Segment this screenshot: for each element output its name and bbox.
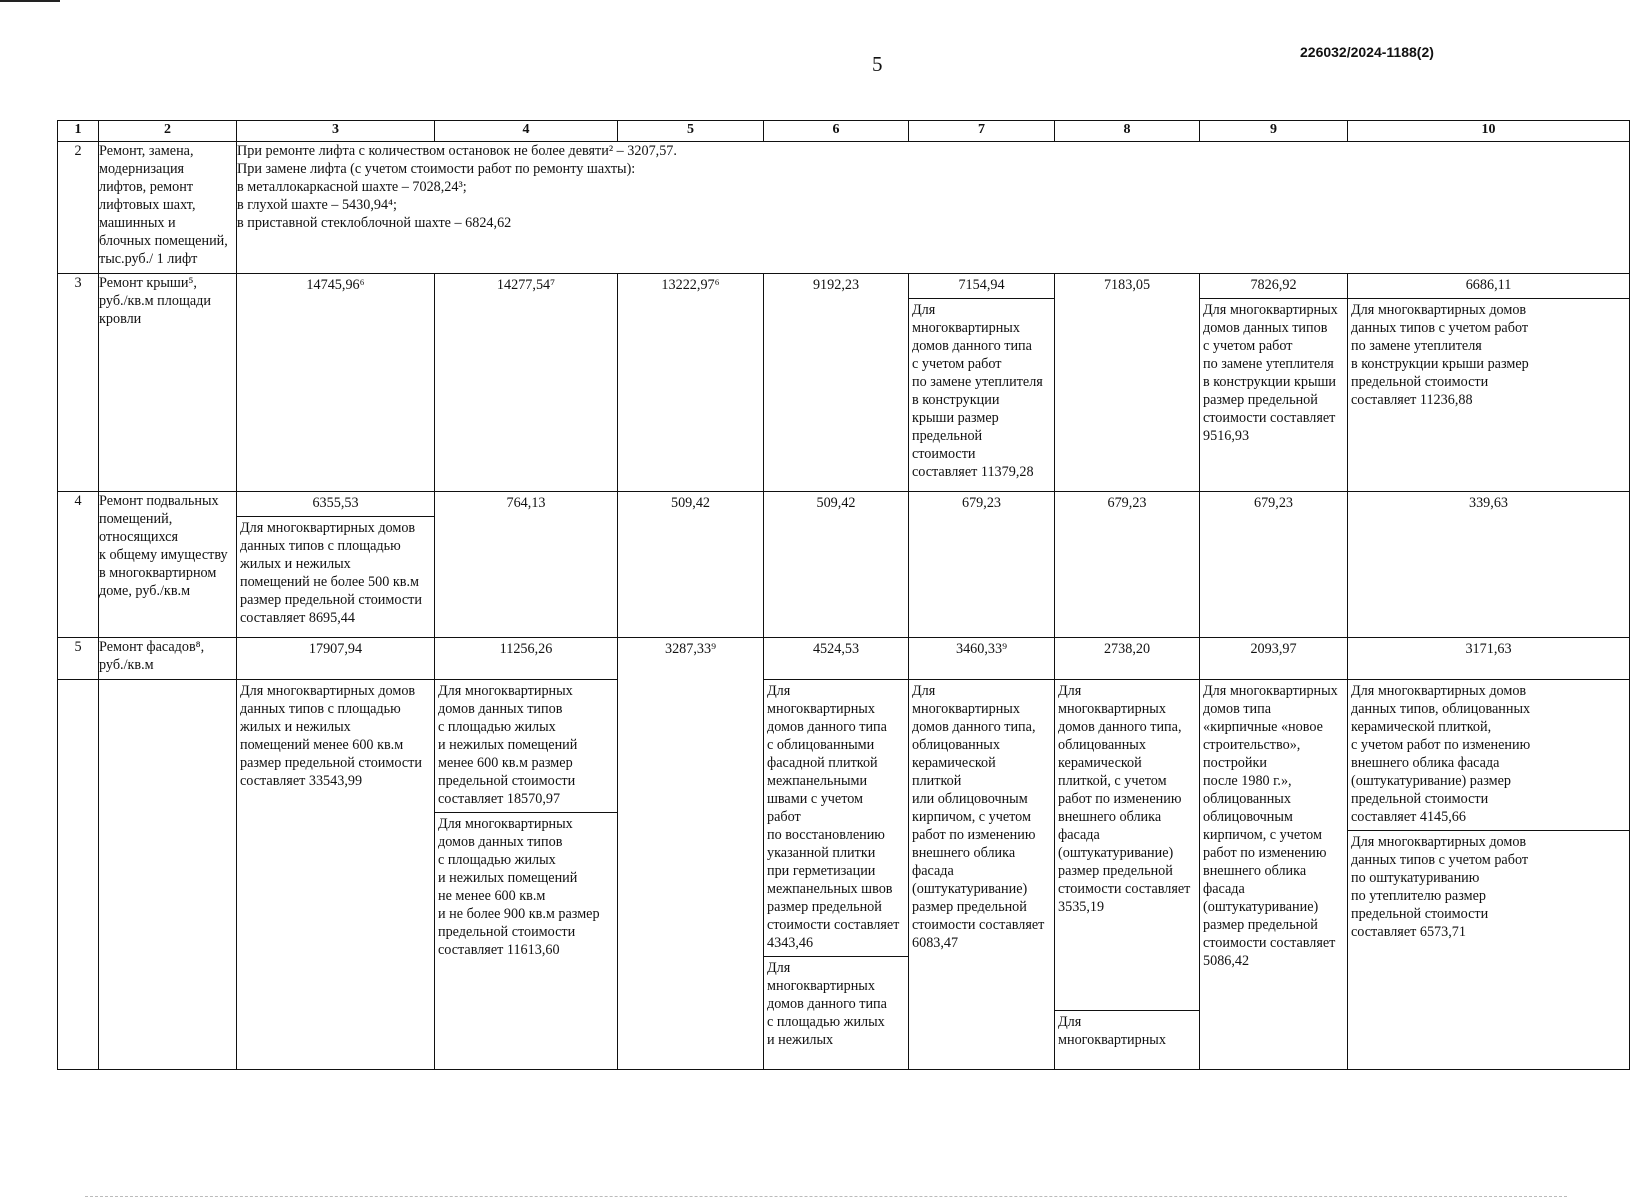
cell-value: 14745,96⁶ xyxy=(237,274,435,492)
cell-value: 764,13 xyxy=(435,492,618,638)
row-number: 5 xyxy=(58,638,99,680)
cell-value-with-note: 6355,53 Для многоквартирных домов данных типов с площадью жилых и нежилых помещений не более 500 кв.м размер предельной стоимости составляет 8695,44 xyxy=(237,492,435,638)
col-header: 8 xyxy=(1055,121,1200,142)
col-header: 3 xyxy=(237,121,435,142)
page-number: 5 xyxy=(872,52,883,76)
col-header: 4 xyxy=(435,121,618,142)
col-header: 9 xyxy=(1200,121,1348,142)
cell-note: Для многоквартирных домов данных типов с площадью жилых и нежилых помещений менее 600 кв.м размер предельной стоимости составляет 33543,99 xyxy=(237,680,435,1070)
row-number: 2 xyxy=(58,142,99,274)
cell-note: Для многоквартирных домов данного типа с учетом работ по замене утеплителя в конструкции крыши размер предельной стоимости составляет 11379,28 xyxy=(912,302,1043,480)
cell-note: Для многоквартирных домов данных типов с учетом работ по замене утеплителя в конструкции крыши размер предельной стоимости составляет 9516,93 xyxy=(1203,302,1338,444)
row-number: 3 xyxy=(58,274,99,492)
cell-value: 509,42 xyxy=(764,492,909,638)
cell-value: 14277,54⁷ xyxy=(435,274,618,492)
table-row-roof xyxy=(58,274,1630,492)
empty-cell xyxy=(58,680,99,1070)
col-header: 5 xyxy=(618,121,764,142)
table-row-basement xyxy=(58,492,1630,638)
cell-value: 4524,53 xyxy=(764,638,909,680)
cell-value: 2093,97 xyxy=(1200,638,1348,680)
cell-value: 2738,20 xyxy=(1055,638,1200,680)
col-header: 1 xyxy=(58,121,99,142)
cell-value: 679,23 xyxy=(909,492,1055,638)
row-label: Ремонт подвальных помещений, относящихся к общему имуществу в многоквартирном доме, руб./кв.м xyxy=(99,492,237,638)
cell-value: 17907,94 xyxy=(237,638,435,680)
cell-value: 339,63 xyxy=(1348,492,1630,638)
cell-value: 3171,63 xyxy=(1348,638,1630,680)
cell-value: 3460,33⁹ xyxy=(909,638,1055,680)
table-row-facades-notes xyxy=(58,680,1630,1070)
cell-value-with-note: 6686,11 Для многоквартирных домов данных типов с учетом работ по замене утеплителя в конструкции крыши размер предельной стоимости составляет 11236,88 xyxy=(1348,274,1630,492)
cell-value: 13222,97⁶ xyxy=(618,274,764,492)
cell-value-with-note: 7826,92 Для многоквартирных домов данных типов с учетом работ по замене утеплителя в конструкции крыши размер предельной стоимости составляет 9516,93 xyxy=(1200,274,1348,492)
elevator-costs-text: При ремонте лифта с количеством остановок не более девяти² – 3207,57. При замене лифта (с учетом стоимости работ по ремонту шахты): в металлокаркасной шахте – 7028,24³; в глухой шахте – 5430,94⁴; в приставной стеклоблочной шахте – 6824,62 xyxy=(237,142,1630,274)
cell-note: Для многоквартирных домов данного типа, облицованных керамической плиткой или облицовочным кирпичом, с учетом работ по изменению внешнего облика фасада (оштукатуривание) размер предельной стоимости составляет 6083,47 xyxy=(909,680,1055,1070)
cell-value: 679,23 xyxy=(1055,492,1200,638)
cell-note: Для многоквартирных домов данных типов, облицованных керамической плиткой, с учетом работ по изменению внешнего облика фасада (оштукатуривание) размер предельной стоимости составляет 4145,66 Для многоквартирных домов данных типов с учетом работ по оштукатуриванию по утеплителю размер предельной стоимости составляет 6573,71 xyxy=(1348,680,1630,1070)
cell-note: Для многоквартирных домов данных типов с площадью жилых и нежилых помещений менее 600 кв.м размер предельной стоимости составляет 18570,97 Для многоквартирных домов данных типов с площадью жилых и нежилых помещений не менее 600 кв.м и не более 900 кв.м размер предельной стоимости составляет 11613,60 xyxy=(435,680,618,1070)
page-bottom-rule xyxy=(85,1196,1567,1197)
cell-note: Для многоквартирных домов данного типа, облицованных керамической плиткой, с учетом работ по изменению внешнего облика фасада (оштукатуривание) размер предельной стоимости составляет 3535,19 Для многоквартирных xyxy=(1055,680,1200,1070)
table-row-facades xyxy=(58,638,1630,680)
row-number: 4 xyxy=(58,492,99,638)
cell-note: Для многоквартирных домов данных типов с площадью жилых и нежилых помещений не более 500 кв.м размер предельной стоимости составляет 8695,44 xyxy=(240,520,422,626)
cell-value-with-note: 7154,94 Для многоквартирных домов данного типа с учетом работ по замене утеплителя в конструкции крыши размер предельной стоимости составляет 11379,28 xyxy=(909,274,1055,492)
cell-value: 11256,26 xyxy=(435,638,618,680)
row-label: Ремонт, замена, модернизация лифтов, ремонт лифтовых шахт, машинных и блочных помещений, тыс.руб./ 1 лифт xyxy=(99,142,237,274)
table-row-elevators xyxy=(58,142,1630,274)
col-header: 10 xyxy=(1348,121,1630,142)
empty-cell xyxy=(99,680,237,1070)
cell-note: Для многоквартирных домов данных типов с учетом работ по замене утеплителя в конструкции крыши размер предельной стоимости составляет 11236,88 xyxy=(1351,302,1529,408)
top-rule xyxy=(0,0,60,2)
cell-note: Для многоквартирных домов типа «кирпичные «новое строительство», постройки после 1980 г.», облицованных облицовочным кирпичом, с учетом работ по изменению внешнего облика фасада (оштукатуривание) размер предельной стоимости составляет 5086,42 xyxy=(1200,680,1348,1070)
cell-value: 7183,05 xyxy=(1055,274,1200,492)
document-id: 226032/2024-1188(2) xyxy=(1300,44,1434,60)
cell-value: 679,23 xyxy=(1200,492,1348,638)
cell-value: 9192,23 xyxy=(764,274,909,492)
cell-note: Для многоквартирных домов данного типа с облицованными фасадной плиткой межпанельными швами с учетом работ по восстановлению указанной плитки при герметизации межпанельных швов размер предельной стоимости составляет 4343,46 Для многоквартирных домов данного типа с площадью жилых и нежилых xyxy=(764,680,909,1070)
cell-value: 509,42 xyxy=(618,492,764,638)
col-header: 6 xyxy=(764,121,909,142)
row-label: Ремонт фасадов⁸, руб./кв.м xyxy=(99,638,237,680)
col-header: 7 xyxy=(909,121,1055,142)
header-row xyxy=(58,121,1630,142)
col-header: 2 xyxy=(99,121,237,142)
cell-value: 3287,33⁹ xyxy=(618,638,764,1070)
cost-limits-table xyxy=(57,120,1630,1070)
row-label: Ремонт крыши⁵, руб./кв.м площади кровли xyxy=(99,274,237,492)
